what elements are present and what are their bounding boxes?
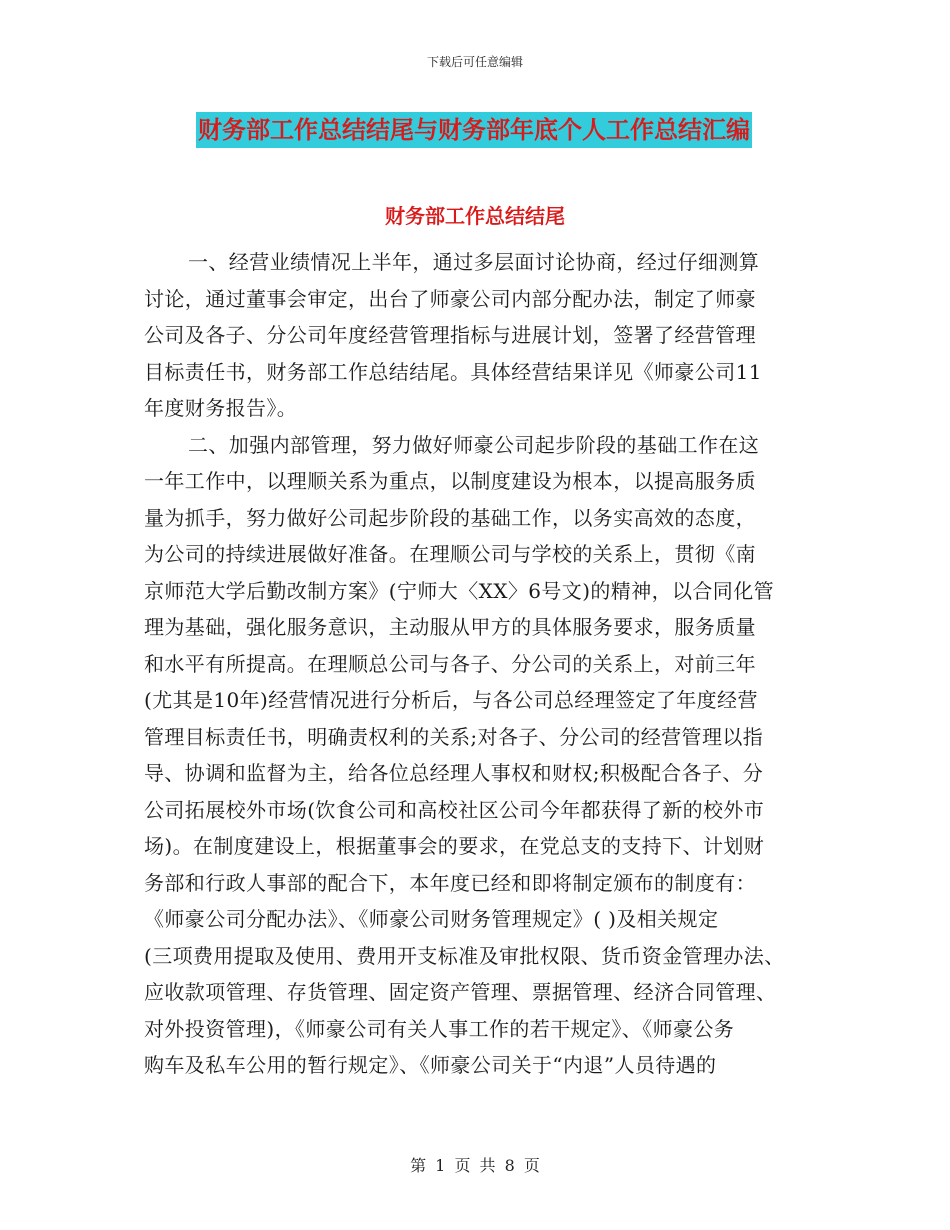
text-line: 《师豪公司分配办法》、《师豪公司财务管理规定》( )及相关规定 bbox=[144, 907, 719, 931]
text-line: 年度财务报告》。 bbox=[144, 396, 298, 420]
text-line: 为公司的持续进展做好准备。在理顺公司与学校的关系上，贯彻《南 bbox=[144, 542, 756, 566]
text-line: 和水平有所提高。在理顺总公司与各子、分公司的关系上，对前三年 bbox=[144, 651, 756, 676]
section-title: 财务部工作总结结尾 bbox=[385, 204, 565, 228]
text-line: 一年工作中，以理顺关系为重点，以制度建设为根本，以提高服务质 bbox=[144, 469, 756, 493]
text-line: 二、加强内部管理，努力做好师豪公司起步阶段的基础工作在这 bbox=[188, 432, 760, 457]
document-body bbox=[144, 244, 814, 1084]
text-line: 对外投资管理)，《师豪公司有关人事工作的若干规定》、《师豪公务 bbox=[144, 1016, 735, 1041]
text-line: 京师范大学后勤改制方案》(宁师大〈XX〉6号文)的精神，以合同化管 bbox=[144, 578, 775, 603]
text-line: 购车及私车公用的暂行规定》、《师豪公司关于“内退”人员待遇的 bbox=[144, 1053, 717, 1077]
text-line: 理为基础，强化服务意识，主动服从甲方的具体服务要求，服务质量 bbox=[144, 615, 756, 639]
text-line: (三项费用提取及使用、费用开支标准及审批权限、货币资金管理办法、 bbox=[144, 943, 785, 968]
text-line: 公司及各子、分公司年度经营管理指标与进展计划，签署了经营管理 bbox=[144, 323, 756, 347]
header-note: 下载后可任意编辑 bbox=[426, 55, 523, 69]
text-line: 目标责任书，财务部工作总结结尾。具体经营结果详见《师豪公司11 bbox=[144, 359, 762, 384]
text-line: (尤其是10年)经营情况进行分析后，与各公司总经理签定了年度经营 bbox=[144, 688, 758, 712]
text-line: 量为抓手，努力做好公司起步阶段的基础工作，以务实高效的态度， bbox=[144, 505, 756, 530]
text-line: 场)。在制度建设上，根据董事会的要求，在党总支的支持下、计划财 bbox=[144, 834, 765, 858]
text-line: 管理目标责任书，明确责权利的关系;对各子、分公司的经营管理以指 bbox=[144, 724, 764, 749]
text-line: 应收款项管理、存货管理、固定资产管理、票据管理、经济合同管理、 bbox=[144, 980, 777, 1004]
page-number-footer: 第 1 页 共 8 页 bbox=[410, 1156, 540, 1175]
text-line: 导、协调和监督为主，给各位总经理人事权和财权;积极配合各子、分 bbox=[144, 761, 764, 785]
text-line: 公司拓展校外市场(饮食公司和高校社区公司今年都获得了新的校外市 bbox=[144, 797, 765, 822]
main-title: 财务部工作总结结尾与财务部年底个人工作总结汇编 bbox=[196, 112, 752, 148]
text-line: 务部和行政人事部的配合下，本年度已经和即将制定颁布的制度有： bbox=[144, 870, 756, 895]
text-line: 一、经营业绩情况上半年，通过多层面讨论协商，经过仔细测算 bbox=[188, 250, 760, 274]
text-line: 讨论，通过董事会审定，出台了师豪公司内部分配办法，制定了师豪 bbox=[144, 286, 756, 311]
